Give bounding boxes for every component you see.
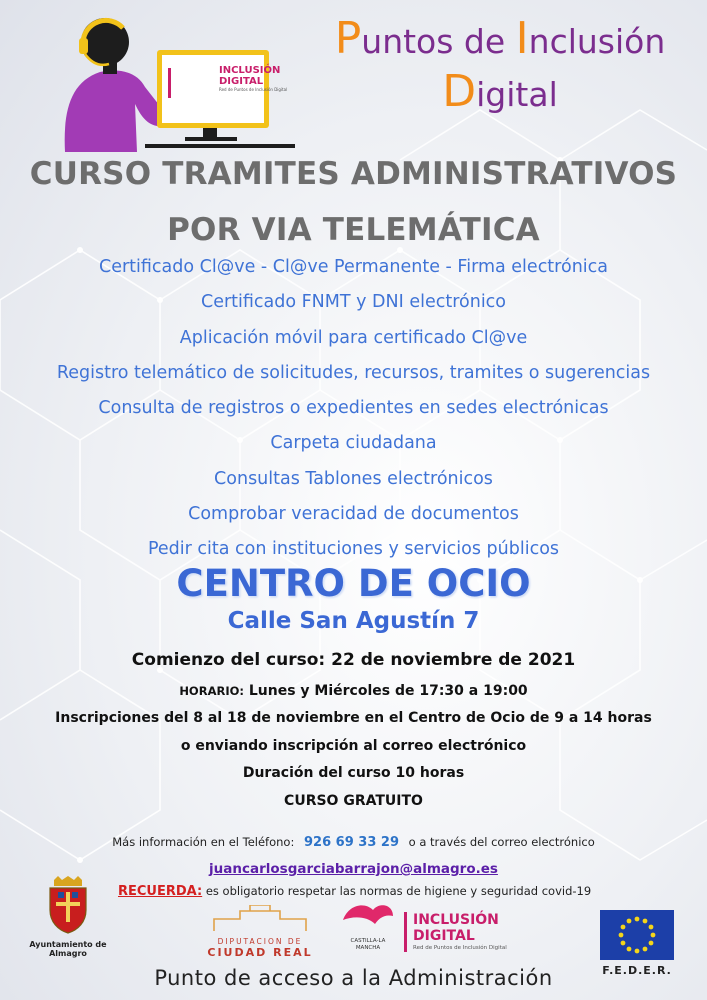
ayuntamiento-logo bbox=[18, 876, 118, 958]
footer-text: Punto de acceso a la Administración bbox=[154, 966, 553, 990]
brand-part-1: untos de bbox=[361, 22, 516, 61]
diputacion-building-icon bbox=[210, 905, 310, 933]
topic-item: Comprobar veracidad de documentos bbox=[188, 504, 519, 525]
brand-cap-p: P bbox=[334, 13, 362, 64]
venue-address: Calle San Agustín 7 bbox=[227, 608, 480, 634]
screen-subtitle: Red de Puntos de Inclusión Digital bbox=[219, 87, 288, 92]
ayuntamiento-name: Ayuntamiento de Almagro bbox=[29, 940, 107, 958]
course-start-date: Comienzo del curso: 22 de noviembre de 2021 bbox=[131, 650, 576, 670]
course-title-line2: POR VIA TELEMÁTICA bbox=[167, 212, 540, 248]
brand-title bbox=[300, 13, 700, 117]
topic-list bbox=[0, 257, 707, 575]
diputacion-line2: CIUDAD REAL bbox=[207, 946, 313, 959]
contact-line bbox=[0, 835, 707, 850]
topic-item: Registro telemático de solicitudes, recursos, tramites o sugerencias bbox=[56, 362, 651, 383]
topic-item: Pedir cita con instituciones y servicios públicos bbox=[147, 539, 560, 560]
phone-suffix: o a través del correo electrónico bbox=[408, 835, 595, 849]
brand-part-3: igital bbox=[476, 75, 558, 114]
castilla-la-mancha-logo bbox=[338, 900, 398, 960]
inclusion-digital-logo bbox=[404, 910, 534, 960]
screen-title-line1: INCLUSIÓN bbox=[219, 65, 281, 76]
brand-cap-d: D bbox=[442, 66, 477, 117]
reminder-label: RECUERDA: bbox=[118, 884, 203, 899]
course-duration: Duración del curso 10 horas bbox=[242, 765, 465, 781]
topic-item: Certificado FNMT y DNI electrónico bbox=[200, 292, 507, 313]
feder-label: F.E.D.E.R. bbox=[602, 964, 672, 977]
brand-cap-i: I bbox=[515, 13, 529, 64]
reminder-line bbox=[118, 884, 638, 899]
topic-item: Certificado Cl@ve - Cl@ve Permanente - Firma electrónica bbox=[98, 257, 608, 277]
enrollment-info: Inscripciones del 8 al 18 de noviembre en el Centro de Ocio de 9 a 14 horas bbox=[55, 710, 652, 726]
inclusion-logo-line1: INCLUSIÓN bbox=[413, 912, 499, 928]
reminder-text: es obligatorio respetar las normas de higiene y seguridad covid-19 bbox=[202, 884, 592, 898]
enrollment-alt: o enviando inscripción al correo electrónico bbox=[180, 738, 527, 754]
eu-flag-icon bbox=[600, 910, 674, 960]
course-price: CURSO GRATUITO bbox=[284, 793, 423, 809]
course-schedule bbox=[0, 683, 707, 699]
contact-email-link[interactable]: juancarlosgarciabarrajon@almagro.es bbox=[209, 861, 498, 877]
schedule-value: Lunes y Miércoles de 17:30 a 19:00 bbox=[243, 683, 528, 699]
phone-number[interactable]: 926 69 33 29 bbox=[304, 835, 399, 850]
schedule-label: HORARIO: bbox=[179, 684, 244, 698]
topic-item: Consultas Tablones electrónicos bbox=[214, 468, 493, 489]
email-line bbox=[0, 858, 707, 877]
topic-item: Consulta de registros o expedientes en sedes electrónicas bbox=[98, 398, 609, 419]
venue-name: CENTRO DE OCIO bbox=[176, 562, 531, 605]
brand-part-2: nclusión bbox=[528, 22, 666, 61]
screen-logo-text bbox=[219, 65, 287, 93]
topic-item: Aplicación móvil para certificado Cl@ve bbox=[179, 327, 528, 348]
illustration-person-at-computer bbox=[45, 12, 305, 152]
inclusion-logo-bar bbox=[404, 912, 407, 952]
course-title-line1: CURSO TRAMITES ADMINISTRATIVOS bbox=[29, 156, 678, 192]
brand-line2 bbox=[300, 66, 700, 117]
coat-of-arms-icon bbox=[44, 876, 92, 934]
diputacion-line1: DIPUTACION DE bbox=[217, 937, 303, 946]
topic-item: Carpeta ciudadana bbox=[270, 433, 437, 454]
castilla-label: CASTILLA-LA MANCHA bbox=[350, 938, 386, 951]
brand-line1 bbox=[300, 13, 700, 64]
castilla-flag-icon bbox=[339, 900, 397, 934]
inclusion-logo-line2: DIGITAL bbox=[413, 928, 475, 944]
inclusion-logo-text bbox=[413, 912, 507, 952]
screen-title-line2: DIGITAL bbox=[219, 76, 264, 87]
diputacion-logo bbox=[205, 905, 315, 963]
phone-prefix: Más información en el Teléfono: bbox=[112, 835, 295, 849]
inclusion-logo-sub: Red de Puntos de Inclusión Digital bbox=[413, 945, 507, 951]
